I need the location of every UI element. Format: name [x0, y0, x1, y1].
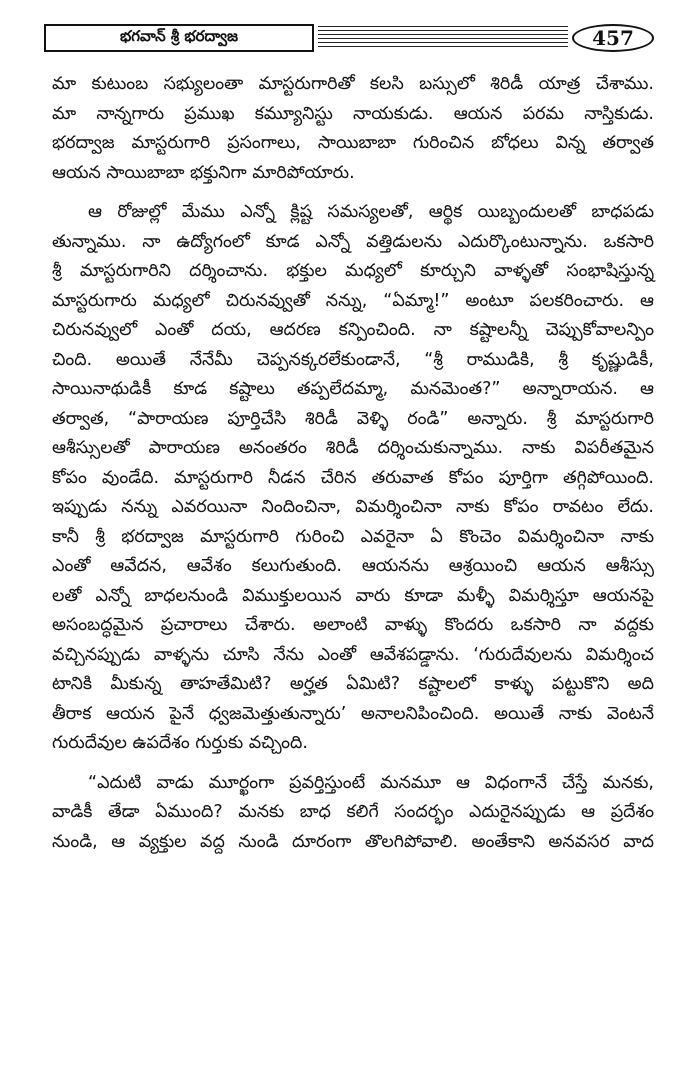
text-line: వాడికీ తేడా ఏముంది? మనకు బాధ కలిగే సందర్భం ఎదురైనప్పుడు ఆ ప్రదేశం — [52, 802, 654, 822]
text-line: ఆశీస్సులతో పారాయణ అనంతరం శిరిడీ దర్శించుకున్నాము. నాకు విపరీతమైన — [52, 438, 654, 458]
text-line: గురుదేవుల ఉపదేశం గుర్తుకు వచ్చింది. — [52, 733, 308, 753]
text-line: చింది. అయితే నేనేమీ చెప్పనక్కరలేకుండానే, “శ్రీ రాముడికి, శ్రీ కృష్ణుడికీ, — [52, 349, 654, 370]
running-header — [44, 24, 656, 54]
text-line: మాస్టరుగారు మధ్యలో చిరునవ్వుతో నన్ను, “ఏమ్మా!” అంటూ పలకరించారు. ఆ — [52, 290, 654, 311]
text-line: మా కుటుంబ సభ్యులంతా మాస్టరుగారితో కలసి బస్సులో శిరిడీ యాత్ర చేశాము. — [52, 74, 654, 94]
text-line: శ్రీ మాస్టరుగారిని దర్శించాను. భక్తుల మధ్యలో కూర్చుని వాళ్ళతో సంభాషిస్తున్న — [52, 261, 654, 281]
text-line: కానీ శ్రీ భరద్వాజ మాస్టరుగారి గురించి ఎవరైనా ఏ కొంచెం విమర్శించినా నాకు — [52, 526, 654, 547]
text-line: నుండి, ఆ వ్యక్తుల వద్ద నుండి దూరంగా తొలగిపోవాలి. అంతేకాని అనవసర వాద — [52, 831, 654, 852]
text-line: “ఎదుటి వాడు మూర్ఖంగా ప్రవర్తిస్తుంటే మనమూ ఆ విధంగానే చేస్తే మనకు, — [88, 772, 654, 793]
paragraph-2 — [52, 198, 654, 759]
text-line: మా నాన్నగారు ప్రముఖ కమ్యూనిస్టు నాయకుడు. ఆయన పరమ నాస్తికుడు. — [52, 103, 654, 124]
running-title-box — [44, 24, 314, 52]
text-line: తర్వాత, “పారాయణ పూర్తిచేసి శిరిడీ వెళ్ళి రండి” అన్నారు. శ్రీ మాస్టరుగారి — [52, 408, 654, 429]
text-line: సాయినాథుడికీ కూడ కష్టాలు తప్పలేదమ్మా, మనమెంత?” అన్నారాయన. ఆ — [52, 379, 654, 399]
text-line: తున్నాము. నా ఉద్యోగంలో కూడ ఎన్నో వత్తిడులను ఎదుర్కొంటున్నాను. ఒకసారి — [52, 231, 654, 252]
text-line: చిరునవ్వులో ఎంతో దయ, ఆదరణ కన్పించింది. నా కష్టాలన్నీ చెప్పుకోవాలన్పిం — [52, 320, 654, 340]
text-line: వచ్చినప్పుడు వాళ్ళను చూసి నేను ఎంతో ఆవేశపడ్డాను. ‘గురుదేవులను విమర్శించ — [52, 644, 654, 665]
text-line: ఆ రోజుల్లో మేము ఎన్నో క్లిష్ట సమస్యలతో, ఆర్థిక యిబ్బందులతో బాధపడు — [88, 202, 654, 222]
page-number-badge — [572, 24, 654, 52]
paragraph-3 — [52, 769, 654, 858]
text-line: ఎంతో ఆవేదన, ఆవేశం కలుగుతుంది. ఆయనను ఆశ్రయించి ఆయన ఆశీస్సు — [52, 556, 654, 576]
text-line: భరద్వాజ మాస్టరుగారి ప్రసంగాలు, సాయిబాబా గురించిన బోధలు విన్న తర్వాత — [52, 133, 654, 153]
paragraph-1 — [52, 70, 654, 188]
page-body — [52, 70, 654, 857]
running-title: భగవాన్ శ్రీ భరద్వాజ — [120, 27, 238, 45]
text-line: అసంబద్ధమైన ప్రచారాలు చేశారు. అలాంటి వాళ్ళు కొందరు ఒకసారి నా వద్దకు — [52, 615, 654, 635]
text-line: తీరాక ఆయన పైనే ధ్వజమెత్తుతున్నారు’ అనాలనిపించింది. అయితే నాకు వెంటనే — [52, 703, 654, 724]
text-line: లతో ఎన్నో బాధలనుండి విముక్తులయిన వారు కూడా మళ్ళీ విమర్శిస్తూ ఆయనపై — [52, 585, 654, 606]
header-decorative-rules — [318, 26, 568, 50]
text-line: ఇప్పుడు నన్ను ఎవరయినా నిందించినా, విమర్శించినా నాకు కోపం రావటం లేదు. — [52, 497, 654, 517]
text-line: టానికి మీకున్న తాహతేమిటి? అర్హత ఏమిటి? కష్టాలలో కాళ్ళు పట్టుకొని అది — [52, 674, 654, 694]
text-line: ఆయన సాయిబాబా భక్తునిగా మారిపోయారు. — [52, 162, 355, 183]
page-number: 457 — [592, 26, 634, 50]
text-line: కోపం వుండేది. మాస్టరుగారి నీడన చేరిన తరువాత కోపం పూర్తిగా తగ్గిపోయింది. — [52, 467, 654, 488]
